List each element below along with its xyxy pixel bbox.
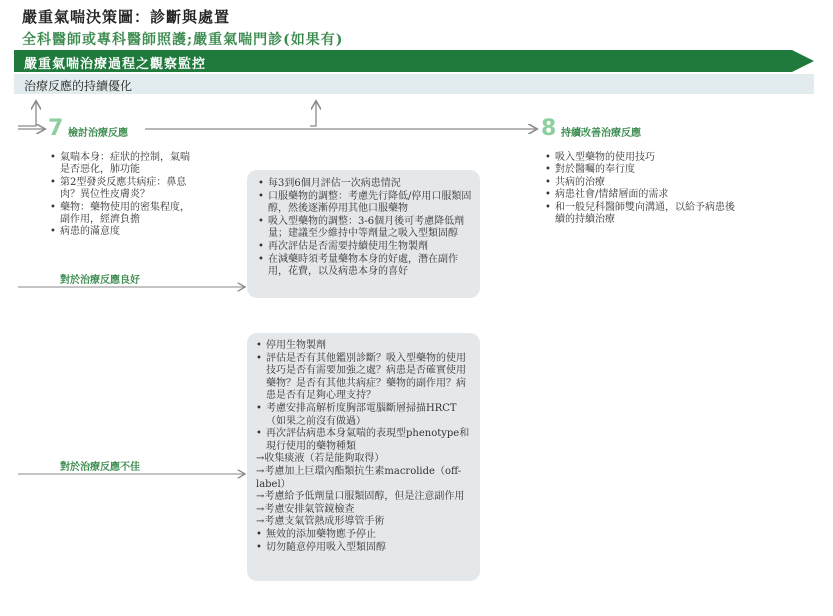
optimization-label: 治療反應的持續優化	[24, 79, 133, 93]
step8-label: 持續改善治療反應	[561, 128, 641, 139]
list-item: • 吸入型藥物的調整：3-6個月後可考慮降低劑量；建議至少維持中等劑量之吸入型類固醇	[258, 216, 474, 241]
banner-label: 嚴重氣喘治療過程之觀察監控	[24, 57, 207, 72]
list-item: →考慮安排氣管鏡檢查	[256, 503, 355, 515]
list-item: →考慮給予低劑量口服類固醇，但是注意副作用	[256, 491, 465, 503]
list-item: • 口服藥物的調整：考慮先行降低/停用口服類固醇，然後逐漸停用其他口服藥物	[258, 191, 474, 216]
list-item: • 再次評估病患本身氣喘的表現型phenotype和現行使用的藥物種類	[256, 428, 474, 453]
page-subtitle: 全科醫師或專科醫師照護;嚴重氣喘門診(如果有)	[22, 32, 344, 48]
list-item: • 共病的治療	[545, 177, 741, 189]
list-item: • 無效的添加藥物應予停止	[256, 529, 474, 542]
page-title: 嚴重氣喘決策圖：診斷與處置	[22, 8, 231, 26]
loop-arrow-mid	[310, 102, 316, 126]
list-item: • 考慮安排高解析度胸部電腦斷層掃描HRCT（如果之前沒有做過）	[256, 403, 474, 428]
list-item: • 第2型發炎反應共病症：鼻息肉？異位性皮膚炎？	[50, 177, 196, 202]
list-item: • 對於醫囑的奉行度	[545, 164, 741, 176]
list-item: • 吸入型藥物的使用技巧	[545, 152, 741, 164]
step8-number: 8	[541, 116, 557, 141]
poor-response-label: 對於治療反應不佳	[60, 462, 140, 473]
list-item: • 病患社會/情緒層面的需求	[545, 189, 741, 201]
list-item: • 和一般兒科醫師雙向溝通，以給予病患後續的持續治療	[545, 202, 741, 227]
list-item: →收集痰液（若是能夠取得）	[256, 453, 385, 465]
good-response-label: 對於治療反應良好	[60, 275, 140, 286]
good-response-list	[258, 178, 474, 279]
list-item: • 再次評估是否需要持續使用生物製劑	[258, 241, 474, 254]
list-item: • 藥物：藥物使用的密集程度，副作用，經濟負擔	[50, 202, 196, 227]
list-item: →考慮加上巨環內酯類抗生素macrolide（off-label）	[256, 465, 462, 490]
step7-list	[50, 152, 196, 239]
step7-number: 7	[48, 116, 64, 141]
poor-response-list	[256, 340, 474, 554]
list-item: • 評估是否有其他鑑別診斷？吸入型藥物的使用技巧是否有需要加強之處？病患是否確實使用藥物？是否有其他共病症？藥物的副作用？病患是否有足夠心理支持？	[256, 353, 474, 403]
loop-arrow-left	[18, 102, 36, 126]
list-item: • 氣喘本身：症狀的控制，氣喘是否惡化，肺功能	[50, 152, 196, 177]
list-item: • 每3到6個月評估一次病患情況	[258, 178, 474, 191]
list-item: • 在減藥時須考量藥物本身的好處，潛在副作用，花費，以及病患本身的喜好	[258, 254, 474, 279]
step7-label: 檢討治療反應	[68, 128, 128, 139]
list-item: • 切勿隨意停用吸入型類固醇	[256, 542, 474, 555]
list-item: • 停用生物製劑	[256, 340, 474, 353]
list-item: • 病患的滿意度	[50, 226, 196, 238]
step8-list	[545, 152, 741, 226]
list-item: →考慮支氣管熱成形導管手術	[256, 516, 385, 528]
